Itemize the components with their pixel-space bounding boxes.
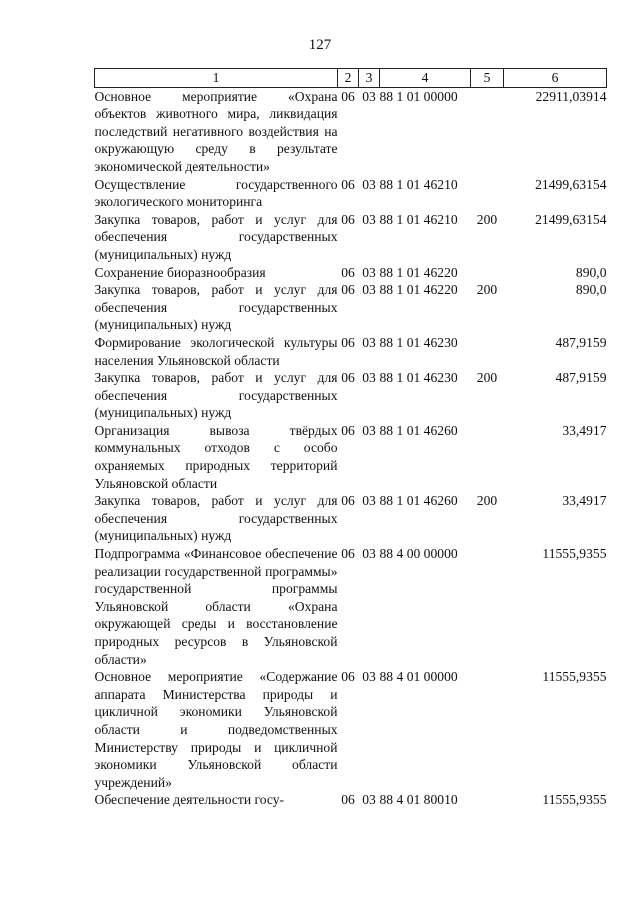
row-expense-type [471,176,504,211]
row-amount: 890,0 [575,282,607,298]
row-name: Закупка товаров, работ и услуг для обеспечения государственных (муниципальных) нужд [94,211,338,262]
row-subsection: 03 [362,370,376,386]
row-section: 06 [341,176,355,192]
table-row [95,369,607,422]
row-subsection: 03 [362,493,376,509]
table-row [95,791,607,809]
row-amount: 11555,9355 [542,792,607,808]
row-section: 06 [341,493,355,509]
page-number: 127 [308,37,332,53]
row-amount: 11555,9355 [542,669,607,685]
row-expense-type [471,334,504,369]
budget-table [94,68,607,809]
row-amount: 21499,63154 [535,176,607,192]
table-row [95,281,607,334]
table-row [95,87,607,175]
row-amount: 487,9159 [555,370,607,386]
row-target-code: 88 1 01 46260 [379,493,458,509]
row-name: Основное мероприятие «Содержание аппарата Министерства природы и цикличной экономики Ульяновской области и подведомственных Министерству природы и цикличной экономики Ульяновской области учреждений» [94,669,338,790]
row-amount: 890,0 [575,264,607,280]
row-section: 06 [341,422,355,438]
row-expense-type [471,87,504,175]
row-section: 06 [341,370,355,386]
row-expense-type: 200 [476,282,498,298]
row-name: Формирование экологической культуры населения Ульяновской области [94,334,338,368]
row-section: 06 [341,211,355,227]
row-expense-type: 200 [476,370,498,386]
row-name: Организация вывоза твёрдых коммунальных отходов с особо охраняемых природных территорий Ульяновской области [94,422,338,491]
row-target-code: 88 1 01 46230 [379,370,458,386]
table-row [95,492,607,545]
row-name: Сохранение биоразнообразия [94,264,266,280]
row-expense-type [471,422,504,492]
row-subsection: 03 [362,334,376,350]
row-section: 06 [341,88,355,104]
column-header-1: 1 [95,69,338,88]
column-header-4: 4 [380,69,471,88]
column-header-3: 3 [359,69,380,88]
row-target-code: 88 1 01 46220 [379,264,458,280]
row-expense-type [471,791,504,809]
row-target-code: 88 1 01 46230 [379,334,458,350]
row-subsection: 03 [362,282,376,298]
row-section: 06 [341,282,355,298]
row-section: 06 [341,792,355,808]
row-name: Закупка товаров, работ и услуг для обеспечения государственных (муниципальных) нужд [94,493,338,544]
row-expense-type [471,545,504,668]
table-row [95,668,607,791]
row-target-code: 88 1 01 46220 [379,282,458,298]
table-header [95,69,607,88]
row-target-code: 88 1 01 46210 [379,176,458,192]
row-subsection: 03 [362,211,376,227]
column-header-5: 5 [471,69,504,88]
table-row [95,545,607,668]
column-header-2: 2 [338,69,359,88]
row-subsection: 03 [362,669,376,685]
row-name: Закупка товаров, работ и услуг для обеспечения государственных (муниципальных) нужд [94,370,338,421]
row-expense-type: 200 [476,211,498,227]
row-subsection: 03 [362,792,376,808]
row-amount: 33,4917 [562,422,607,438]
row-amount: 11555,9355 [542,546,607,562]
row-subsection: 03 [362,546,376,562]
header-row [95,69,607,88]
row-amount: 22911,03914 [535,88,607,104]
row-subsection: 03 [362,176,376,192]
row-expense-type [471,668,504,791]
row-amount: 33,4917 [562,493,607,509]
row-section: 06 [341,669,355,685]
row-subsection: 03 [362,88,376,104]
row-name: Основное мероприятие «Охрана объектов животного мира, ликвидация последствий негативного воздействия на окружающую среду в результате экономической деятельности» [94,88,338,174]
row-expense-type [471,264,504,282]
row-target-code: 88 4 01 80010 [379,792,458,808]
row-section: 06 [341,264,355,280]
table-row [95,211,607,264]
row-subsection: 03 [362,422,376,438]
row-amount: 21499,63154 [535,211,607,227]
row-target-code: 88 4 00 00000 [379,546,458,562]
table-row [95,422,607,492]
row-name: Закупка товаров, работ и услуг для обеспечения государственных (муниципальных) нужд [94,282,338,333]
row-name: Обеспечение деятельности госу- [94,792,285,808]
row-section: 06 [341,334,355,350]
table-row [95,176,607,211]
table-body [95,87,607,809]
row-target-code: 88 4 01 00000 [379,669,458,685]
table-row [95,264,607,282]
row-target-code: 88 1 01 00000 [379,88,458,104]
row-name: Подпрограмма «Финансовое обеспечение реализации государственной программы» государственной программы Ульяновской области «Охрана окружающей среды и восстановление природных ресурсов в Ульяновской области» [94,546,338,667]
row-subsection: 03 [362,264,376,280]
row-expense-type: 200 [476,493,498,509]
row-section: 06 [341,546,355,562]
row-name: Осуществление государственного экологического мониторинга [94,176,338,210]
row-target-code: 88 1 01 46260 [379,422,458,438]
row-amount: 487,9159 [555,334,607,350]
column-header-6: 6 [504,69,607,88]
table-row [95,334,607,369]
row-target-code: 88 1 01 46210 [379,211,458,227]
